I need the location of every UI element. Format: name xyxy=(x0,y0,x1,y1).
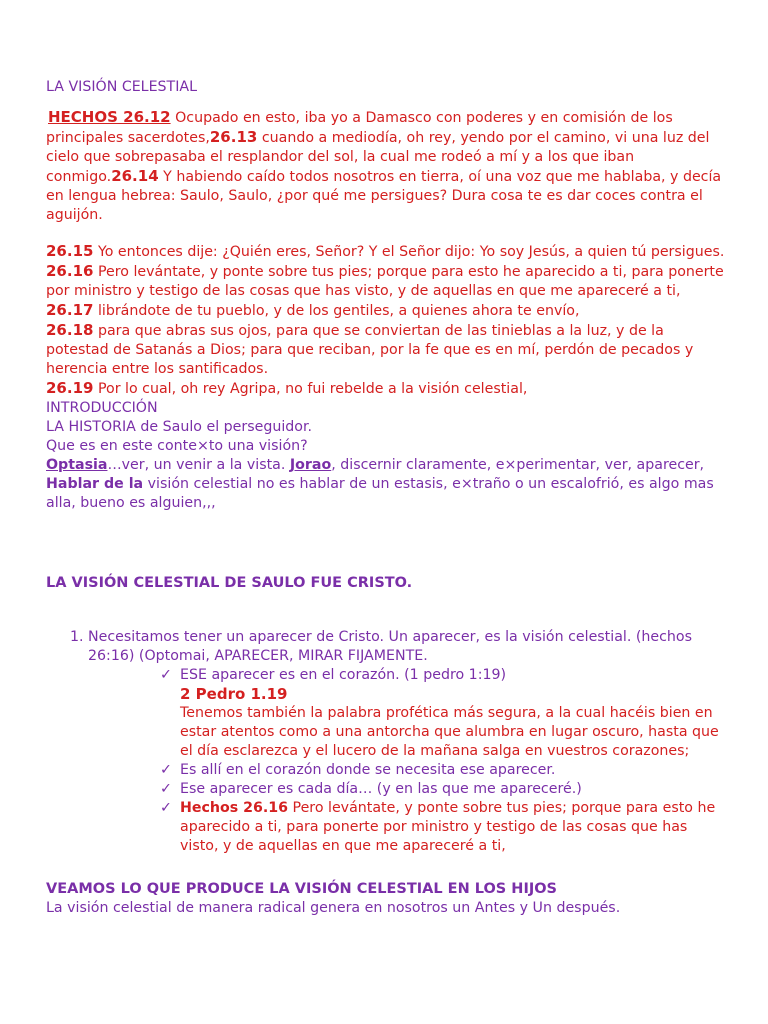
term-optasia: Optasia xyxy=(46,457,108,473)
list-number: 1. xyxy=(70,629,84,645)
closing-line: La visión celestial de manera radical genera en nosotros un Antes y Un después. xyxy=(46,900,621,916)
intro-line: LA HISTORIA de Saulo el perseguidor. xyxy=(46,419,312,435)
verse-ref: 26.17 xyxy=(46,301,94,319)
passage-paragraph xyxy=(46,108,726,225)
verse-item xyxy=(46,321,726,379)
verse-ref: 26.16 xyxy=(46,262,94,280)
checkmark-icon: ✓ xyxy=(160,800,172,816)
check-text: Ese aparecer es cada día… (y en las que me apareceré.) xyxy=(180,781,582,797)
verse-item xyxy=(46,242,726,262)
verse-text: Yo entonces dije: ¿Quién eres, Señor? Y el Señor dijo: Yo soy Jesús, a quien tú persigues. xyxy=(93,244,725,260)
section-heading: VEAMOS LO QUE PRODUCE LA VISIÓN CELESTIAL EN LOS HIJOS xyxy=(46,881,557,897)
verse-text: Y habiendo caído todos nosotros en tierra, oí una voz que me hablaba, y decía en lengua hebrea: Saulo, Saulo, ¿por qué me persigues? Dura cosa te es dar coces contra el aguijón. xyxy=(46,169,722,223)
term-text: , discernir claramente, e×perimentar, ver, aparecer, xyxy=(331,457,705,473)
check-text: Pero levántate, y ponte sobre tus pies; porque para esto he aparecido a ti, para ponerte por ministro y testigo de las cosas que has visto, y de aquellas en que me apareceré a ti, xyxy=(180,800,716,854)
verse-text: Pero levántate, y ponte sobre tus pies; porque para esto he aparecido a ti, para ponerte por ministro y testigo de las cosas que has visto, y de aquellas en que me apareceré a ti, xyxy=(46,264,724,299)
verse-ref: 26.13 xyxy=(209,128,258,146)
check-ref: Hechos 26.16 xyxy=(180,800,289,816)
verse-ref: 26.14 xyxy=(111,167,159,185)
checkmark-icon: ✓ xyxy=(160,781,172,797)
verse-text: Ocupado en esto, iba yo a Damasco con poderes y en comisión de los principales sacerdotes, xyxy=(46,110,673,146)
term-text: …ver, un venir a la vista. xyxy=(107,457,290,473)
point-list xyxy=(46,628,726,666)
list-item xyxy=(46,628,726,666)
verse-ref: HECHOS 26.12 xyxy=(48,108,171,126)
checkmark-icon: ✓ xyxy=(160,667,172,683)
verse-item xyxy=(46,301,726,321)
verse-text: cuando a mediodía, oh rey, yendo por el camino, vi una luz del cielo que sobrepasaba el resplandor del sol, la cual me rodeó a mí y a los que iban conmigo. xyxy=(46,130,710,185)
check-item xyxy=(46,761,726,780)
check-text: ESE aparecer es en el corazón. (1 pedro 1:19) xyxy=(180,667,507,683)
check-text: Es allí en el corazón donde se necesita ese aparecer. xyxy=(180,762,556,778)
verse-ref: 26.18 xyxy=(46,321,94,339)
quote-block xyxy=(46,685,726,761)
quote-text: Tenemos también la palabra profética más segura, a la cual hacéis bien en estar atentos como a una antorcha que alumbra en lugar oscuro, hasta que el día esclarezca y el lucero de la mañana salga en vuestros corazones; xyxy=(180,705,719,759)
list-item-text: Necesitamos tener un aparecer de Cristo. Un aparecer, es la visión celestial. (hechos 26:16) (Optomai, APARECER, MIRAR FIJAMENTE. xyxy=(88,629,692,664)
intro-line: Que es en este conte×to una visión? xyxy=(46,438,308,454)
lead-text: visión celestial no es hablar de un estasis, e×traño o un escalofrió, es algo mas alla, bueno es alguien,,, xyxy=(46,476,714,511)
verse-ref: 26.19 xyxy=(46,379,94,397)
verse-item xyxy=(46,262,726,301)
check-item xyxy=(46,799,726,856)
intro-heading: INTRODUCCIÓN xyxy=(46,400,158,416)
verse-list xyxy=(46,242,726,513)
checkmark-icon: ✓ xyxy=(160,762,172,778)
term-jorao: Jorao xyxy=(289,457,332,473)
check-item xyxy=(46,780,726,799)
verse-text: librándote de tu pueblo, y de los gentiles, a quienes ahora te envío, xyxy=(93,303,580,319)
bold-lead: Hablar de la xyxy=(46,476,144,492)
definition-line xyxy=(46,456,726,475)
definition-line xyxy=(46,475,726,513)
verse-text: para que abras sus ojos, para que se conviertan de las tinieblas a la luz, y de la potestad de Satanás a Dios; para que reciban, por la fe que es en mí, perdón de pecados y herencia entre los santificados. xyxy=(46,323,694,377)
section-heading: LA VISIÓN CELESTIAL DE SAULO FUE CRISTO. xyxy=(46,575,413,591)
verse-item xyxy=(46,379,726,399)
check-list xyxy=(46,666,726,856)
page-title: LA VISIÓN CELESTIAL xyxy=(46,79,198,95)
verse-text: Por lo cual, oh rey Agripa, no fui rebelde a la visión celestial, xyxy=(93,381,528,397)
quote-ref: 2 Pedro 1.19 xyxy=(180,685,288,703)
check-item xyxy=(46,666,726,685)
verse-ref: 26.15 xyxy=(46,242,94,260)
